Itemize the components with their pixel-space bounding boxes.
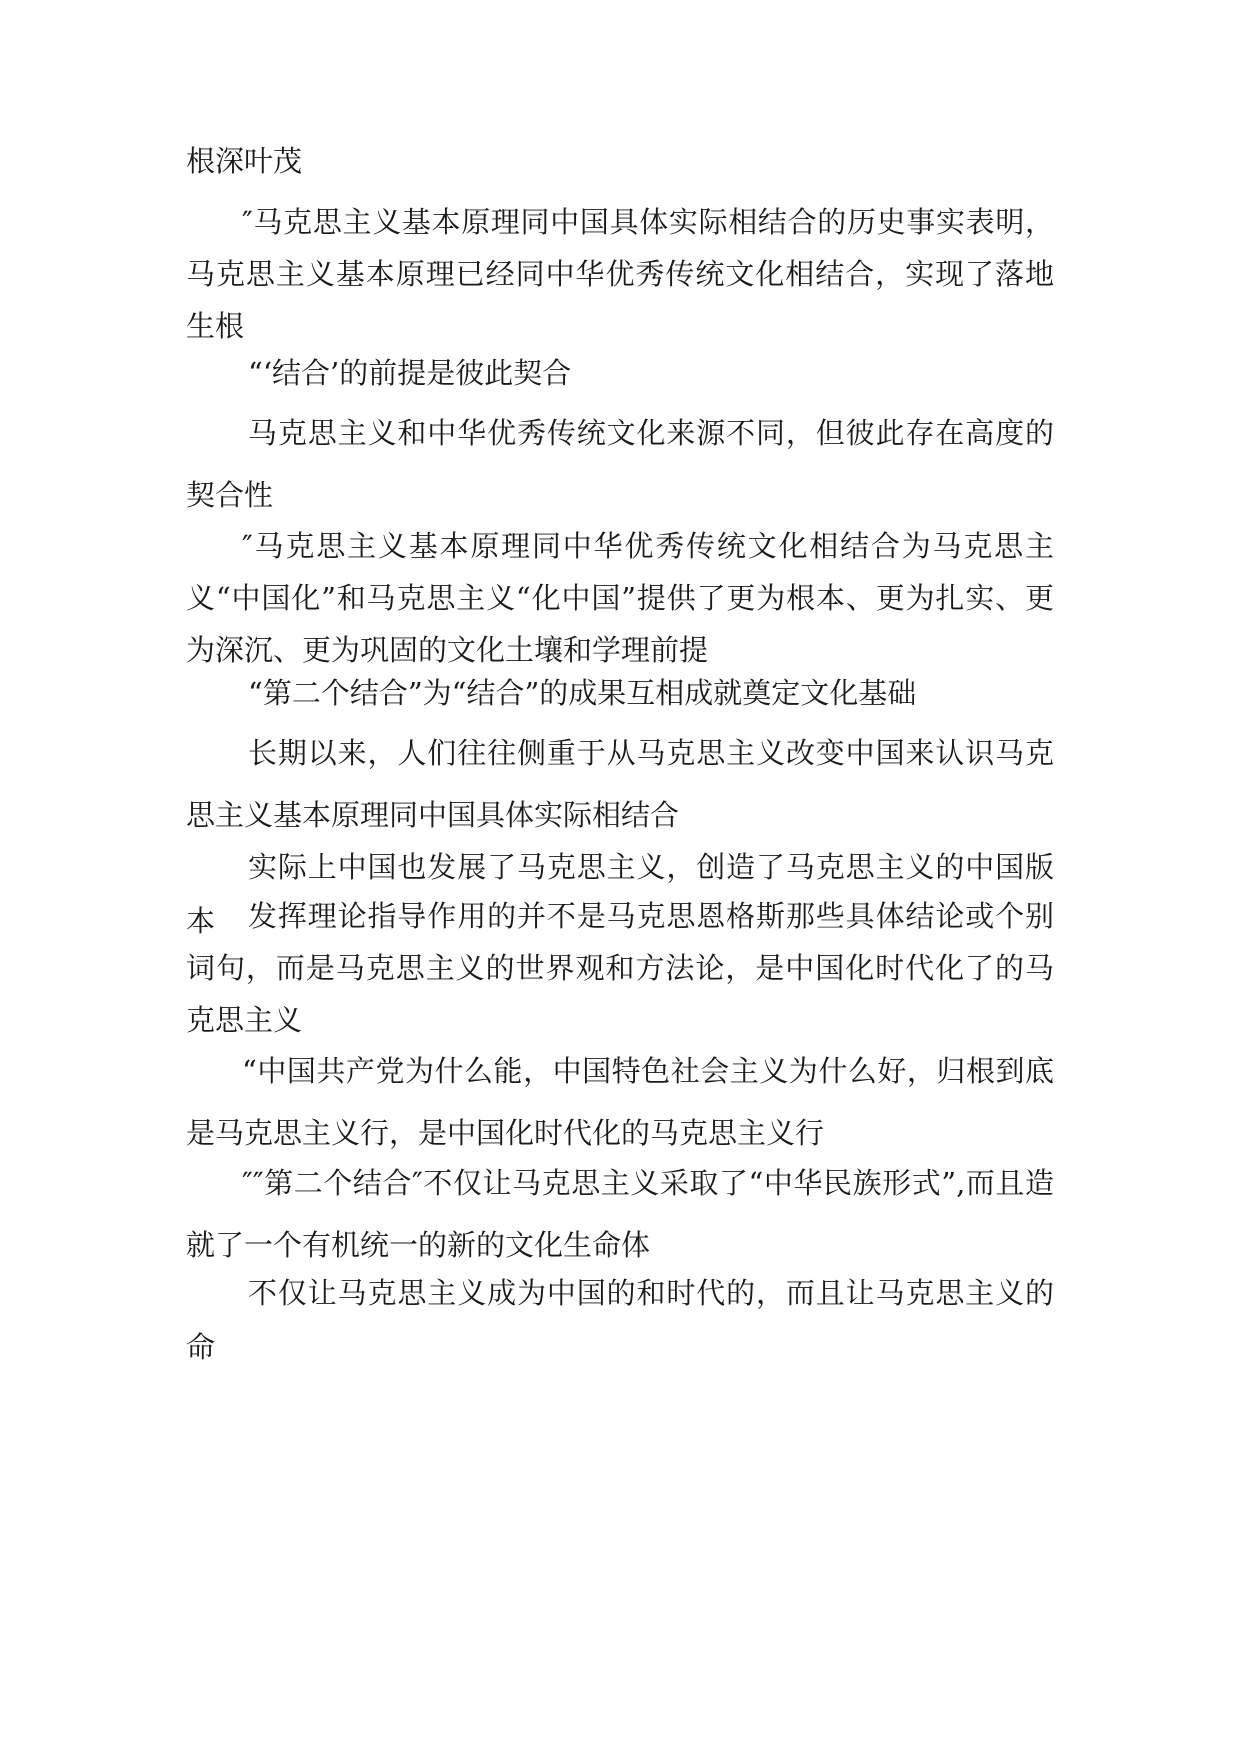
paragraph-heading-gen-shen-ye-mao: 根深叶茂 xyxy=(186,144,303,178)
paragraph-3: 马克思主义和中华优秀传统文化来源不同，但彼此存在高度的契合性 xyxy=(186,416,1054,512)
paragraph-11: 不仅让马克思主义成为中国的和时代的，而且让马克思主义的命 xyxy=(186,1276,1054,1364)
paragraph-6: 长期以来，人们往往侧重于从马克思主义改变中国来认识马克思主义基本原理同中国具体实际相结合 xyxy=(186,736,1054,832)
paragraph-9: “中国共产党为什么能，中国特色社会主义为什么好，归根到底是马克思主义行，是中国化时代化的马克思主义行 xyxy=(186,1054,1054,1150)
paragraph-10: ″″第二个结合″不仅让马克思主义采取了“中华民族形式”,而且造就了一个有机统一的新的文化生命体 xyxy=(186,1166,1054,1262)
paragraph-4: ″马克思主义基本原理同中华优秀传统文化相结合为马克思主义“中国化”和马克思主义“化中国”提供了更为根本、更为扎实、更为深沉、更为巩固的文化土壤和学理前提 xyxy=(186,529,1054,667)
paragraph-8: 发挥理论指导作用的并不是马克思恩格斯那些具体结论或个别词句，而是马克思主义的世界观和方法论，是中国化时代化了的马克思主义 xyxy=(186,899,1054,1037)
paragraph-5: “第二个结合”为“结合”的成果互相成就奠定文化基础 xyxy=(248,676,917,710)
paragraph-1: ″马克思主义基本原理同中国具体实际相结合的历史事实表明，马克思主义基本原理已经同中华优秀传统文化相结合，实现了落地生根 xyxy=(186,205,1054,343)
paragraph-2: “‘结合’的前提是彼此契合 xyxy=(248,356,572,390)
paragraph-7: 实际上中国也发展了马克思主义，创造了马克思主义的中国版本 xyxy=(186,850,1054,938)
